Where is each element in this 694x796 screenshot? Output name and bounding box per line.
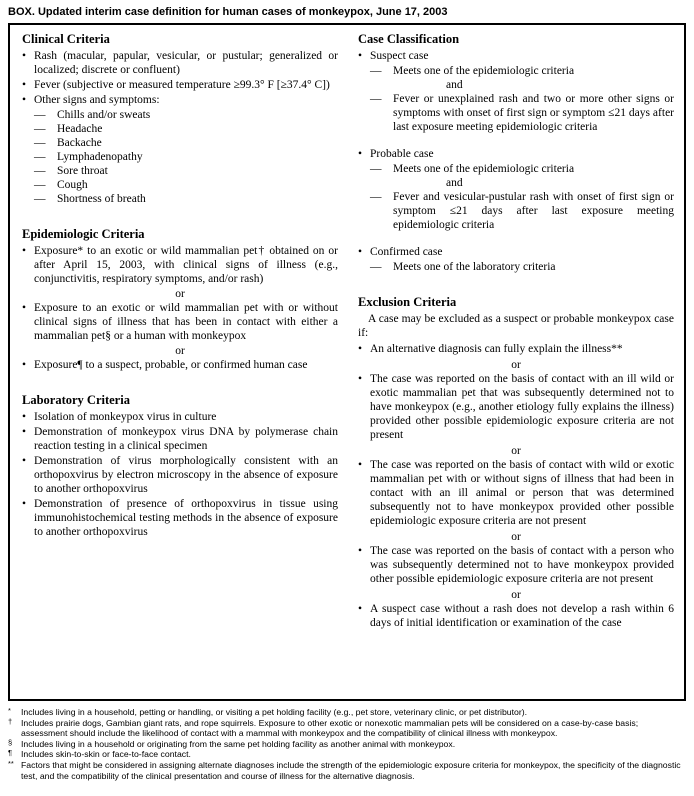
symptom-item — [34, 178, 338, 192]
footnote-marker: ** — [8, 758, 14, 768]
suspect-case-label: Suspect case — [370, 50, 429, 62]
clinical-criteria-heading: Clinical Criteria — [22, 32, 110, 46]
or-separator: or — [175, 288, 185, 300]
bullet-marker: • — [22, 245, 27, 257]
section-laboratory-criteria — [22, 393, 338, 539]
section-epidemiologic-criteria — [22, 227, 338, 372]
symptom-item — [34, 108, 338, 122]
box-title: BOX. Updated interim case definition for human cases of monkeypox, June 17, 2003 — [8, 6, 448, 18]
bullet-marker: • — [22, 455, 27, 467]
dash-marker: — — [34, 193, 46, 205]
footnote — [8, 707, 686, 718]
bullet-marker: • — [358, 343, 363, 355]
dash-marker: — — [370, 163, 382, 175]
symptom-item — [34, 192, 338, 206]
confirmed-criterion — [370, 260, 674, 274]
epidemiologic-item — [22, 301, 338, 343]
bullet-marker: • — [22, 50, 27, 62]
symptom-text: Shortness of breath — [57, 193, 146, 205]
exclusion-item — [358, 458, 674, 528]
symptom-item — [34, 164, 338, 178]
bullet-marker: • — [358, 603, 363, 615]
laboratory-item-text: Demonstration of presence of orthopoxvirus in tissue using immunohistochemical testing methods in the absence of exposure to another orthopoxvirus — [34, 498, 338, 538]
probable-case-label: Probable case — [370, 148, 434, 160]
right-column — [358, 32, 674, 699]
symptom-item — [34, 136, 338, 150]
exclusion-item-text: The case was reported on the basis of contact with an ill wild or exotic mammalian pet that was subsequently determined not to have monkeypox (e.g., another etiology fully explains the illness) provided other possible epidemiologic exposure criteria are not present — [370, 373, 674, 441]
or-separator: or — [511, 445, 521, 457]
footnote-marker: § — [8, 737, 13, 747]
probable-case-block — [358, 147, 674, 232]
footnote — [8, 739, 686, 750]
bullet-marker: • — [358, 373, 363, 385]
dash-marker: — — [34, 179, 46, 191]
symptom-item — [34, 122, 338, 136]
exclusion-item — [358, 372, 674, 442]
or-separator: or — [511, 589, 521, 601]
bullet-marker: • — [22, 302, 27, 314]
probable-case-label-row — [358, 147, 674, 161]
section-clinical-criteria — [22, 32, 338, 206]
symptom-text: Cough — [57, 179, 88, 191]
symptom-text: Lymphadenopathy — [57, 151, 143, 163]
or-separator: or — [175, 345, 185, 357]
dash-marker: — — [34, 109, 46, 121]
bullet-marker: • — [22, 79, 27, 91]
exclusion-item-text: The case was reported on the basis of contact with wild or exotic mammalian pet with or without signs of illness that had been in contact with an ill animal or person that was determined subsequently not to have monkeypox provided other possible epidemiologic exposure criteria are not present — [370, 459, 674, 527]
exclusion-intro: A case may be excluded as a suspect or probable monkeypox case if: — [358, 313, 674, 339]
symptom-text: Headache — [57, 123, 103, 135]
clinical-item-rash — [22, 49, 338, 77]
suspect-criterion-text: Meets one of the epidemiologic criteria — [393, 65, 575, 77]
probable-criterion-text: Fever and vesicular-pustular rash with onset of first sign or symptom ≤21 days after last exposure meeting epidemiologic criteria — [393, 191, 674, 231]
exclusion-criteria-heading: Exclusion Criteria — [358, 295, 457, 309]
laboratory-item-text: Demonstration of virus morphologically consistent with an orthopoxvirus by electron microscopy in the absence of exposure to another orthopoxvirus — [34, 455, 338, 495]
exclusion-item-text: An alternative diagnosis can fully explain the illness** — [370, 343, 623, 355]
exclusion-item-text: A suspect case without a rash does not develop a rash within 6 days of initial identification or examination of the case — [370, 603, 674, 629]
footnote-marker: † — [8, 716, 13, 726]
footnote-marker: ¶ — [8, 748, 13, 758]
dash-marker: — — [34, 137, 46, 149]
and-separator: and — [446, 177, 463, 189]
bullet-marker: • — [358, 148, 363, 160]
bullet-marker: • — [358, 246, 363, 258]
laboratory-item — [22, 497, 338, 539]
footnotes — [8, 707, 686, 781]
confirmed-case-label: Confirmed case — [370, 246, 443, 258]
laboratory-item — [22, 425, 338, 453]
footnote — [8, 718, 686, 739]
laboratory-item-text: Isolation of monkeypox virus in culture — [34, 411, 217, 423]
clinical-item-fever — [22, 78, 338, 92]
bullet-marker: • — [22, 411, 27, 423]
case-definition-box — [8, 23, 686, 701]
section-case-classification — [358, 32, 674, 274]
probable-criterion — [370, 190, 674, 232]
footnote-text: Factors that might be considered in assigning alternate diagnoses include the strength of the epidemiologic exposure criteria for monkeypox, the specificity of the diagnostic test, and the compatibility of the clinical presentation and course of illness for the alternative diagnosis. — [21, 759, 681, 781]
suspect-criterion — [370, 64, 674, 78]
exclusion-item — [358, 544, 674, 586]
bullet-marker: • — [358, 50, 363, 62]
epidemiologic-criteria-heading: Epidemiologic Criteria — [22, 227, 145, 241]
footnote-text: Includes skin-to-skin or face-to-face contact. — [21, 749, 191, 760]
confirmed-case-label-row — [358, 245, 674, 259]
suspect-case-block — [358, 49, 674, 134]
probable-criterion — [370, 162, 674, 176]
dash-marker: — — [370, 191, 382, 203]
epidemiologic-item-text: Exposure¶ to a suspect, probable, or confirmed human case — [34, 359, 308, 371]
confirmed-criterion-text: Meets one of the laboratory criteria — [393, 261, 556, 273]
clinical-item-other-text: Other signs and symptoms: — [34, 94, 160, 106]
confirmed-case-block — [358, 245, 674, 274]
epidemiologic-item — [22, 244, 338, 286]
dash-marker: — — [370, 261, 382, 273]
epidemiologic-item-text: Exposure to an exotic or wild mammalian pet with or without clinical signs of illness that has been in contact with either a mammalian pet§ or a human with monkeypox — [34, 302, 338, 342]
bullet-marker: • — [22, 426, 27, 438]
clinical-item-other — [22, 93, 338, 107]
bullet-marker: • — [358, 459, 363, 471]
dash-marker: — — [34, 165, 46, 177]
exclusion-item — [358, 342, 674, 356]
dash-marker: — — [34, 151, 46, 163]
footnote-text: Includes living in a household or originating from the same pet holding facility as another animal with monkeypox. — [21, 738, 456, 749]
left-column — [22, 32, 338, 699]
clinical-item-fever-text: Fever (subjective or measured temperature ≥99.3° F [≥37.4° C]) — [34, 79, 330, 91]
bullet-marker: • — [22, 359, 27, 371]
case-classification-heading: Case Classification — [358, 32, 460, 46]
suspect-criterion-text: Fever or unexplained rash and two or more other signs or symptoms with onset of first sign or symptom ≤21 days after last exposure meeting epidemiologic criteria — [393, 93, 674, 133]
footnote-text: Includes living in a household, petting or handling, or visiting a pet holding facility (e.g., pet store, veterinary clinic, or pet distributor). — [21, 707, 528, 717]
suspect-case-label-row — [358, 49, 674, 63]
clinical-item-rash-text: Rash (macular, papular, vesicular, or pustular; generalized or localized; discrete or confluent) — [34, 50, 338, 76]
dash-marker: — — [34, 123, 46, 135]
footnote-text: Includes prairie dogs, Gambian giant rats, and rope squirrels. Exposure to other exotic or nonexotic mammalian pets will be considered on a case-by-case basis; assessment should include the likelihood of contact with a mammal with monkeypox and the compatibility of clinical illness with monkeypox. — [21, 717, 639, 739]
epidemiologic-item — [22, 358, 338, 372]
suspect-criterion — [370, 92, 674, 134]
section-exclusion-criteria — [358, 295, 674, 630]
laboratory-criteria-heading: Laboratory Criteria — [22, 393, 130, 407]
or-separator: or — [511, 359, 521, 371]
laboratory-item — [22, 410, 338, 424]
dash-marker: — — [370, 65, 382, 77]
footnote — [8, 760, 686, 781]
laboratory-item-text: Demonstration of monkeypox virus DNA by polymerase chain reaction testing in a clinical specimen — [34, 426, 338, 452]
bullet-marker: • — [358, 545, 363, 557]
symptom-item — [34, 150, 338, 164]
symptom-text: Backache — [57, 137, 102, 149]
symptom-text: Chills and/or sweats — [57, 109, 151, 121]
and-separator: and — [446, 79, 463, 91]
epidemiologic-item-text: Exposure* to an exotic or wild mammalian pet† obtained on or after April 15, 2003, with clinical signs of illness (e.g., conjunctivitis, respiratory symptoms, and/or rash) — [34, 245, 338, 285]
footnote — [8, 749, 686, 760]
exclusion-item — [358, 602, 674, 630]
exclusion-item-text: The case was reported on the basis of contact with a person who was subsequently determined not to have monkeypox provided other possible epidemiologic exposure criteria are not present — [370, 545, 674, 585]
footnote-marker: * — [8, 706, 11, 715]
or-separator: or — [511, 531, 521, 543]
dash-marker: — — [370, 93, 382, 105]
bullet-marker: • — [22, 498, 27, 510]
laboratory-item — [22, 454, 338, 496]
bullet-marker: • — [22, 94, 27, 106]
symptom-text: Sore throat — [57, 165, 108, 177]
probable-criterion-text: Meets one of the epidemiologic criteria — [393, 163, 575, 175]
